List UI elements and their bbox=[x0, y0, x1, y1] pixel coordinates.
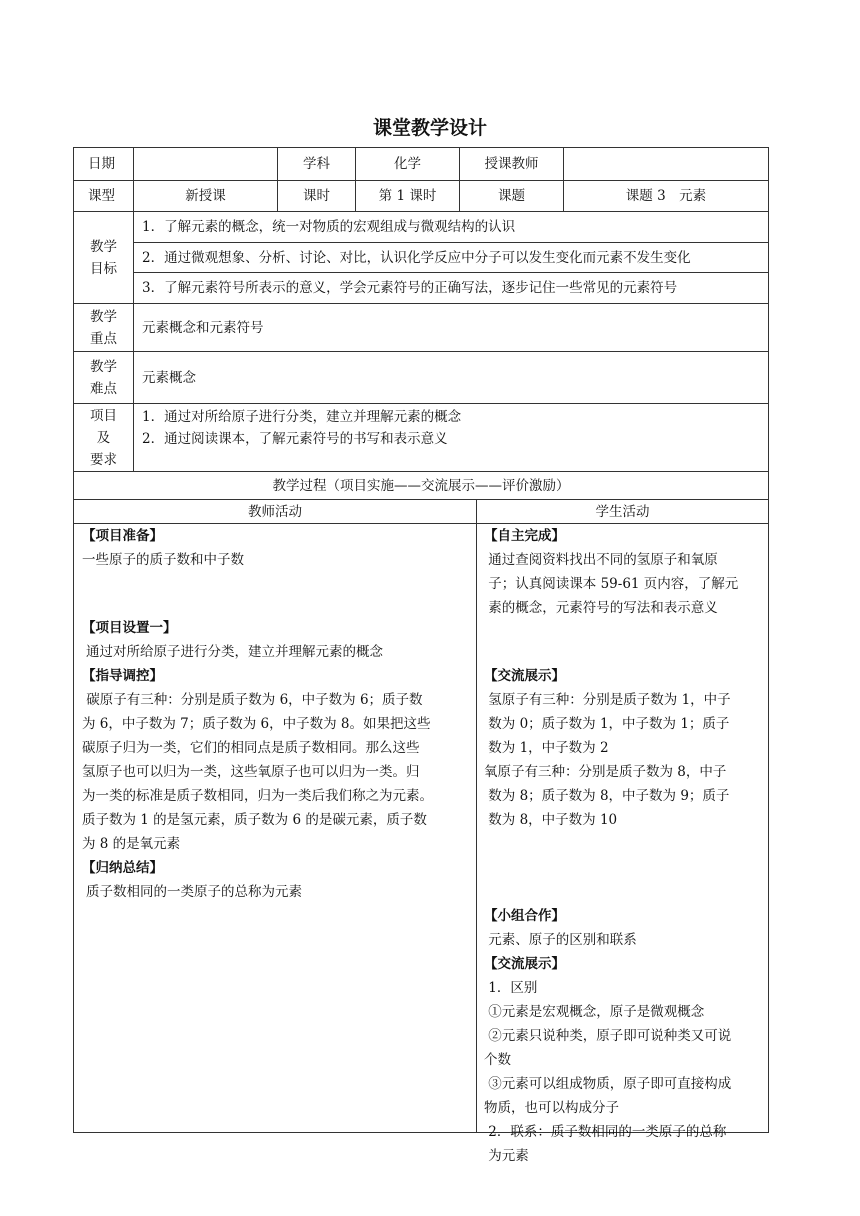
topic-label: 课题 bbox=[498, 188, 525, 204]
type-label: 课型 bbox=[88, 188, 115, 204]
student-show1-heading: 【交流展示】 bbox=[484, 668, 565, 684]
period-value: 第 1 课时 bbox=[378, 188, 437, 204]
teacher-guide-line: 为 8 的是氧元素 bbox=[82, 836, 181, 852]
student-show2-line: 个数 bbox=[484, 1052, 511, 1068]
student-show2-line: ③元素可以组成物质，原子即可直接构成 bbox=[484, 1076, 732, 1092]
student-show1-line: 数为 1，中子数为 2 bbox=[484, 740, 609, 756]
student-show2-line: 物质，也可以构成分子 bbox=[484, 1100, 619, 1116]
student-self-line: 素的概念，元素符号的写法和表示意义 bbox=[484, 600, 718, 616]
teacher-prep-heading: 【项目准备】 bbox=[82, 528, 163, 544]
process-title: 教学过程（项目实施——交流展示——评价激励） bbox=[272, 477, 570, 494]
student-activity-header: 学生活动 bbox=[595, 503, 650, 520]
teacher-activity-header: 教师活动 bbox=[248, 503, 302, 520]
student-self-line: 通过查阅资料找出不同的氢原子和氧原 bbox=[484, 552, 718, 568]
teacher-label: 授课教师 bbox=[484, 156, 539, 172]
teacher-guide-heading: 【指导调控】 bbox=[82, 668, 163, 684]
teacher-activity-column bbox=[82, 524, 474, 904]
difficulties-text: 元素概念 bbox=[142, 369, 196, 386]
student-group-heading: 【小组合作】 bbox=[484, 908, 565, 924]
subject-label: 学科 bbox=[303, 156, 330, 172]
student-show2-heading: 【交流展示】 bbox=[484, 956, 565, 972]
teacher-guide-line: 质子数为 1 的是氢元素，质子数为 6 的是碳元素，质子数 bbox=[82, 812, 427, 828]
subject-value: 化学 bbox=[394, 156, 421, 172]
student-show2-line: 2．联系：质子数相同的一类原子的总称 bbox=[484, 1124, 727, 1140]
student-show2-line: ②元素只说种类，原子即可说种类又可说 bbox=[484, 1028, 732, 1044]
difficulties-label: 教学 难点 bbox=[90, 358, 117, 397]
student-show1-line: 数为 8；质子数为 8，中子数为 9；质子 bbox=[484, 788, 730, 804]
page-title: 课堂教学设计 bbox=[372, 117, 487, 139]
student-group-text: 元素、原子的区别和联系 bbox=[484, 932, 637, 948]
project-label: 项目 及 要求 bbox=[90, 407, 117, 468]
teacher-value bbox=[564, 148, 768, 180]
type-value: 新授课 bbox=[185, 188, 226, 204]
date-label: 日期 bbox=[88, 156, 115, 172]
student-show2-line: 1．区别 bbox=[484, 980, 538, 996]
teacher-summary-text: 质子数相同的一类原子的总称为元素 bbox=[86, 884, 302, 900]
student-show1-line: 氢原子有三种：分别是质子数为 1，中子 bbox=[484, 692, 731, 708]
topic-value: 课题 3 元素 bbox=[625, 188, 707, 204]
key-points-text: 元素概念和元素符号 bbox=[142, 319, 264, 336]
student-show2-line: ①元素是宏观概念，原子是微观概念 bbox=[484, 1004, 705, 1020]
goals-label: 教学 目标 bbox=[90, 238, 117, 277]
key-points-label: 教学 重点 bbox=[90, 308, 117, 347]
teacher-guide-line: 为 6，中子数为 7；质子数为 6，中子数为 8。如果把这些 bbox=[82, 716, 431, 732]
project-item-1: 1．通过对所给原子进行分类，建立并理解元素的概念 bbox=[142, 409, 462, 425]
goal-item-1: 1．了解元素的概念，统一对物质的宏观组成与微观结构的认识 bbox=[142, 219, 516, 235]
teacher-prep-text: 一些原子的质子数和中子数 bbox=[82, 552, 244, 568]
teacher-guide-line: 碳原子有三种：分别是质子数为 6，中子数为 6；质子数 bbox=[82, 692, 423, 708]
teacher-guide-line: 为一类的标准是质子数相同，归为一类后我们称之为元素。 bbox=[82, 788, 433, 804]
teacher-setup-heading: 【项目设置一】 bbox=[82, 620, 177, 636]
student-show2-line: 为元素 bbox=[484, 1148, 529, 1164]
teacher-summary-heading: 【归纳总结】 bbox=[82, 860, 163, 876]
student-show1-line: 氧原子有三种：分别是质子数为 8，中子 bbox=[484, 764, 727, 780]
goal-item-2: 2．通过微观想象、分析、讨论、对比，认识化学反应中分子可以发生变化而元素不发生变化 bbox=[142, 249, 691, 266]
teacher-guide-line: 氢原子也可以归为一类，这些氧原子也可以归为一类。归 bbox=[82, 764, 420, 780]
student-show1-line: 数为 8，中子数为 10 bbox=[484, 812, 618, 828]
period-label: 课时 bbox=[303, 188, 330, 204]
student-show1-line: 数为 0；质子数为 1，中子数为 1；质子 bbox=[484, 716, 730, 732]
goal-item-3: 3．了解元素符号所表示的意义，学会元素符号的正确写法，逐步记住一些常见的元素符号 bbox=[142, 280, 678, 296]
teacher-guide-line: 碳原子归为一类，它们的相同点是质子数相同。那么这些 bbox=[82, 740, 420, 756]
student-activity-column bbox=[484, 524, 766, 1168]
teacher-setup-text: 通过对所给原子进行分类，建立并理解元素的概念 bbox=[86, 644, 383, 660]
student-self-line: 子；认真阅读课本 59-61 页内容，了解元 bbox=[484, 576, 739, 592]
project-item-2: 2．通过阅读课本，了解元素符号的书写和表示意义 bbox=[142, 431, 448, 447]
date-value bbox=[134, 148, 277, 180]
student-self-heading: 【自主完成】 bbox=[484, 528, 565, 544]
